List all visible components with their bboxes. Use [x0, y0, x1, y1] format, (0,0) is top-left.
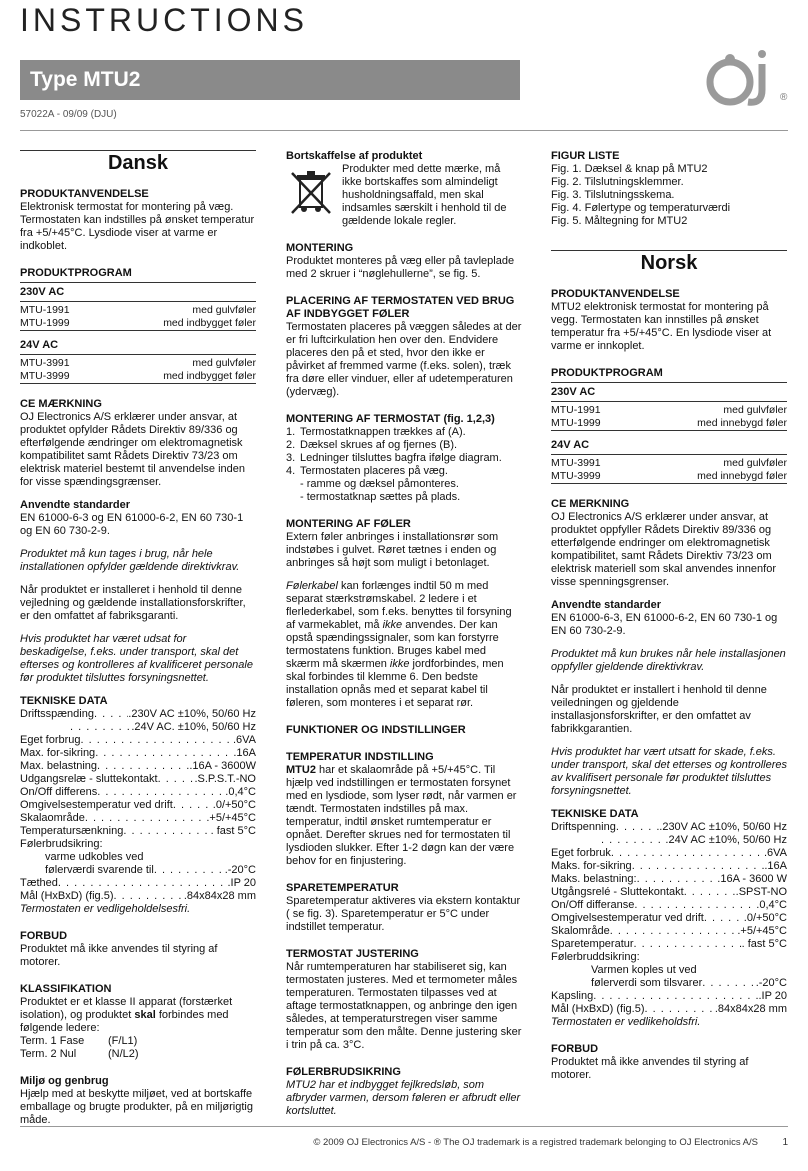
heading-placering: PLACERING AF TERMOSTATEN VED BRUG AF INDBYGGET FØLER	[286, 295, 515, 320]
terminal-row: Term. 1 Fase (F/L1)	[20, 1035, 138, 1047]
voltage-label: 230V AC	[20, 286, 256, 302]
heading-figur-liste: FIGUR LISTE	[551, 150, 620, 162]
paragraph: Produktet må ikke anvendes til styring af motorer.	[551, 1056, 749, 1081]
list-item: Fig. 4. Følertype og temperaturværdi	[551, 202, 731, 214]
column-dansk	[20, 150, 256, 1127]
tech-row: . . . .24V AC. ±10%, 50/60 Hz	[20, 721, 256, 734]
heading-miljo: Miljø og genbrug	[20, 1075, 109, 1087]
tech-row: Udgangsrelæ - sluttekontakt . . . .S.P.S.T.-NO	[20, 773, 256, 786]
table-row: MTU-3991 med gulvføler	[20, 357, 256, 369]
heading-standards: Anvendte standarder	[551, 599, 662, 611]
heading-produktanvendelse: PRODUKTANVENDELSE	[551, 288, 680, 300]
fault-label: Følerbruddsikring:	[551, 951, 640, 963]
tech-row: Sparetemperatur . . . . fast 5°C	[551, 938, 787, 951]
heading-produktprogram: PRODUKTPROGRAM	[20, 267, 256, 283]
tech-row: On/Off differens . . . .0,4°C	[20, 786, 256, 799]
list-item: 4. Termostaten placeres på væg.	[286, 465, 448, 477]
heading-tech-data: TEKNISKE DATA	[551, 808, 639, 820]
tech-row: Maks. belastning: . . . .16A - 3600 W	[551, 873, 787, 886]
crossed-bin-icon	[286, 167, 336, 217]
paragraph: Termostaten placeres på væggen således at der er fri luftcirkulation hen over den. Endvidere placeres den på et sted, hvor den ikke er påvirket af fremmed varme (f.eks. solen), træk fra døre eller vinduer, eller af udetemperaturen (ydervæg).	[286, 321, 522, 398]
tech-row: Max. belastning . . . .16A - 3600W	[20, 760, 256, 773]
table-row: MTU-3991 med gulvføler	[551, 457, 787, 469]
list-item: Fig. 3. Tilslutningsskema.	[551, 189, 675, 201]
heading-montering-foler: MONTERING AF FØLER	[286, 518, 411, 530]
column-norsk	[551, 150, 787, 1082]
heading-temperatur-indstilling: TEMPERATUR INDSTILLING	[286, 751, 434, 763]
svg-text:OJ: OJ	[700, 50, 702, 51]
tech-row: On/Off differanse . . . .0,4°C	[551, 899, 787, 912]
paragraph: EN 61000-6-3, EN 61000-6-2, EN 60 730-1 og EN 60 730-2-9.	[551, 612, 778, 637]
paragraph: Sparetemperatur aktiveres via ekstern kontaktur ( se fig. 3). Sparetemperatur er 5°C under indstillet temperatur.	[286, 895, 521, 933]
oj-logo	[700, 50, 795, 110]
italic-note: Produktet må kun tages i brug, når hele installationen opfylder gældende direktivkrav.	[20, 548, 240, 573]
copyright-footer: © 2009 OJ Electronics A/S - ® The OJ trademark is a registred trademark belonging to OJ Electronics A/S	[313, 1137, 758, 1148]
paragraph: OJ Electronics A/S erklærer under ansvar, at produktet opfylder Rådets Direktiv 89/336 og efterfølgende ændringer om elektromagnetisk kompatibilitet samt Rådets Direktiv 73/23 om elektrisk materiel bestemt til anvendelse inden for visse spændingsgrænser.	[20, 411, 246, 488]
table-row: MTU-1999 med innebygd føler	[551, 417, 787, 429]
paragraph: MTU2 har et skalaområde på +5/+45°C. Til hjælp ved indstillingen er termostaten forsynet med en lysdiode, som lyser rødt, når varmen er tændt. Termostaten indstilles på max. temperatur, indtil ønsket rumtemperatur er opnået. Derefter skrues ned for termostaten til lysdioden slukker. Efter 1-2 døgn kan der være behov for en finjustering.	[286, 764, 517, 867]
paragraph: Extern føler anbringes i installationsrør som indstøbes i gulvet. Røret tætnes i enden og anbringes så højt som muligt i betonlaget.	[286, 531, 499, 569]
heading-sparetemperatur: SPARETEMPERATUR	[286, 882, 399, 894]
top-divider	[20, 130, 788, 131]
paragraph: Produktet er et klasse II apparat (forstærket isolation), og produktet skal forbindes med følgende ledere:	[20, 996, 233, 1034]
tech-row: Skalaområde . . . .+5/+45°C	[20, 812, 256, 825]
heading-forbud: FORBUD	[551, 1043, 599, 1055]
paragraph: Når produktet er installeret i henhold til denne vejledning og gældende installationsforskrifter, er den omfattet af fabriksgaranti.	[20, 584, 246, 622]
paragraph: Hjælp med at beskytte miljøet, ved at bortskaffe emballage og brugte produkter, på en miljørigtig måde.	[20, 1088, 253, 1126]
sub-item: - termostatknap sættes på plads.	[300, 491, 461, 503]
heading-ce: CE MÆRKNING	[20, 398, 102, 410]
tech-row: Skalområde . . . .+5/+45°C	[551, 925, 787, 938]
disposal-block	[286, 163, 522, 228]
paragraph: Når rumtemperaturen har stabiliseret sig, kan termostaten justeres. Med et termometer måles temperaturen. Termostaten tilpasses ved at aftage termostatknappen, og anbringe den igen således, at temperaturstregen viser samme temperatur som den målte. Denne justering sker i trin på ca. 3°C.	[286, 961, 522, 1051]
heading-ce: CE MERKNING	[551, 498, 630, 510]
footer-divider	[20, 1126, 788, 1127]
terminal-row: Term. 2 Nul (N/L2)	[20, 1048, 139, 1060]
list-item: Fig. 5. Måltegning for MTU2	[551, 215, 688, 227]
heading-standards: Anvendte standarder	[20, 499, 131, 511]
tech-row: Tæthed . . . .IP 20	[20, 877, 256, 890]
tech-row: Eget forbruk . . . .6VA	[551, 847, 787, 860]
tech-row: Eget forbrug . . . .6VA	[20, 734, 256, 747]
table-row: MTU-1991 med gulvføler	[20, 304, 256, 316]
paragraph: MTU2 elektronisk termostat for montering på vegg. Termostaten kan innstilles på ønsket temperatur fra +5/+45°C. En lysdiode viser at varme er innkoplet.	[551, 301, 772, 352]
section-title-norsk: Norsk	[551, 250, 787, 280]
paragraph: Produktet må ikke anvendes til styring af motorer.	[20, 943, 218, 968]
tech-row: Maks. for-sikring . . . .16A	[551, 860, 787, 873]
tech-row: Omgivelsestemperatur ved drift . . . .0/+50°C	[551, 912, 787, 925]
tech-row: Kapsling . . . .IP 20	[551, 990, 787, 1003]
table-row: MTU-3999 med innebygd føler	[551, 470, 787, 482]
registered-mark: ®	[780, 92, 788, 103]
tech-row: . . . .24V AC ±10%, 50/60 Hz	[551, 834, 787, 847]
heading-forbud: FORBUD	[20, 930, 68, 942]
document-title: INSTRUCTIONS	[20, 2, 308, 38]
tech-row: følerværdi svarende til . . . .-20°C	[20, 864, 256, 877]
italic-note: Hvis produktet har vært utsatt for skade, f.eks. under transport, skal det etterses og kontrolleres av kvalifisert personale før produktet tilsluttes forsyningsnettet.	[551, 746, 788, 797]
tech-data-list	[551, 821, 787, 1029]
paragraph: Følerkabel kan forlænges indtil 50 m med separat stærkstrømskabel. 2 ledere i et flerlederkabel, som f.eks. benyttes til forsyning af varmekablet, må ikke anvendes. Der kan opstå spændingssignaler, som kan forstyrre termostatens funktion. Bruges kabel med skærm må skærmen ikke jordforbindes, men skal forbindes til klemme 6. Den bedste installation opnås med et separat kabel til føleren, som monteres i et separat rør.	[286, 580, 512, 709]
list-item: 1. Termostatknappen trækkes af (A).	[286, 426, 466, 438]
heading-montering: MONTERING	[286, 242, 354, 254]
tech-row: Omgivelsestemperatur ved drift . . . .0/+50°C	[20, 799, 256, 812]
italic-note: Hvis produktet har været udsat for beskadigelse, f.eks. under transport, skal det efterses og kontrolleres af kvalificeret personale før produktet tilsluttes forsyningsnettet.	[20, 633, 253, 684]
list-item: 3. Ledninger tilsluttes bagfra ifølge diagram.	[286, 452, 502, 464]
fault-label: Følerbrudsikring:	[20, 838, 103, 850]
tech-row: Driftspenning . . . .230V AC ±10%, 50/60 Hz	[551, 821, 787, 834]
paragraph: Produkter med dette mærke, må ikke bortskaffes som almindeligt husholdningsaffald, men skal indsamles særskilt i henhold til de gældende lokale regler.	[342, 163, 507, 227]
page-number: 1	[782, 1137, 788, 1148]
heading-produktprogram: PRODUKTPROGRAM	[551, 367, 787, 383]
table-row: MTU-1999 med indbygget føler	[20, 317, 256, 329]
italic-note: MTU2 har et indbygget fejlkredsløb, som afbryder varmen, dersom føleren er afbrudt eller kortsluttet.	[286, 1079, 521, 1117]
figure-list	[551, 163, 787, 228]
paragraph: OJ Electronics A/S erklærer under ansvar, at produktet oppfyller Rådets Direktiv 89/336 og etterfølgende endringer om elektromagnetisk kompatibilitet, samt Rådets Direktiv 73/23 om elektrisk materiell som skal anvendes innenfor visse spenningsgrenser.	[551, 511, 776, 588]
voltage-label: 24V AC	[20, 339, 256, 355]
heading-funktioner: FUNKTIONER OG INDSTILLINGER	[286, 724, 466, 736]
maintenance-note: Termostaten er vedligeholdelsesfri.	[20, 903, 191, 915]
paragraph: Når produktet er installert i henhold til denne veiledningen og gjeldende installasjonsforskrifter, er den omfattet av fabrikkgarantien.	[551, 684, 767, 735]
paragraph: EN 61000-6-3 og EN 61000-6-2, EN 60 730-1 og EN 60 730-2-9.	[20, 512, 244, 537]
paragraph: Produktet monteres på væg eller på tavleplade med 2 skruer i “nøglehullerne”, se fig. 5.	[286, 255, 515, 280]
tech-row: Utgångsrelé - Sluttekontakt . . . .SPST-NO	[551, 886, 787, 899]
section-title-dansk: Dansk	[20, 150, 256, 180]
list-item: Fig. 2. Tilslutningsklemmer.	[551, 176, 684, 188]
table-row: MTU-3999 med indbygget føler	[20, 370, 256, 382]
heading-termostat-justering: TERMOSTAT JUSTERING	[286, 948, 419, 960]
document-code: 57022A - 09/09 (DJU)	[20, 109, 117, 120]
tech-row: Driftsspænding . . . .230V AC ±10%, 50/60 Hz	[20, 708, 256, 721]
maintenance-note: Termostaten er vedlikeholdsfri.	[551, 1016, 701, 1028]
list-item: 2. Dæksel skrues af og fjernes (B).	[286, 439, 458, 451]
heading-produktanvendelse: PRODUKTANVENDELSE	[20, 188, 149, 200]
fault-line: Varmen koples ut ved	[591, 964, 697, 976]
tech-row: Mål (HxBxD) (fig.5) . . . .84x84x28 mm	[20, 890, 256, 903]
product-type-bar: Type MTU2	[20, 60, 520, 100]
italic-note: Produktet må kun brukes når hele installasjonen oppfyller gjeldende direktivkrav.	[551, 648, 786, 673]
table-row: MTU-1991 med gulvføler	[551, 404, 787, 416]
heading-montering-termostat: MONTERING AF TERMOSTAT (fig. 1,2,3)	[286, 413, 495, 425]
column-middle	[286, 150, 522, 1118]
heading-bortskaffelse: Bortskaffelse af produktet	[286, 150, 423, 162]
sub-item: - ramme og dæksel påmonteres.	[300, 478, 459, 490]
tech-row: Mål (HxBxD) (fig.5) . . . .84x84x28 mm	[551, 1003, 787, 1016]
tech-row: følerverdi som tilsvarer . . . .-20°C	[551, 977, 787, 990]
tech-data-list	[20, 708, 256, 916]
paragraph: Elektronisk termostat for montering på væg. Termostaten kan indstilles på ønsket temperatur fra +5/+45°C. Lysdiode viser at varme er indkoblet.	[20, 201, 255, 252]
tech-row: Temperatursænkning . . . . fast 5°C	[20, 825, 256, 838]
heading-tech-data: TEKNISKE DATA	[20, 695, 108, 707]
voltage-label: 24V AC	[551, 439, 787, 455]
heading-klassifikation: KLASSIFIKATION	[20, 983, 112, 995]
list-item: Fig. 1. Dæksel & knap på MTU2	[551, 163, 708, 175]
voltage-label: 230V AC	[551, 386, 787, 402]
heading-folerbrudsikring: FØLERBRUDSIKRING	[286, 1066, 401, 1078]
fault-line: varme udkobles ved	[45, 851, 144, 863]
tech-row: Max. for-sikring . . . .16A	[20, 747, 256, 760]
